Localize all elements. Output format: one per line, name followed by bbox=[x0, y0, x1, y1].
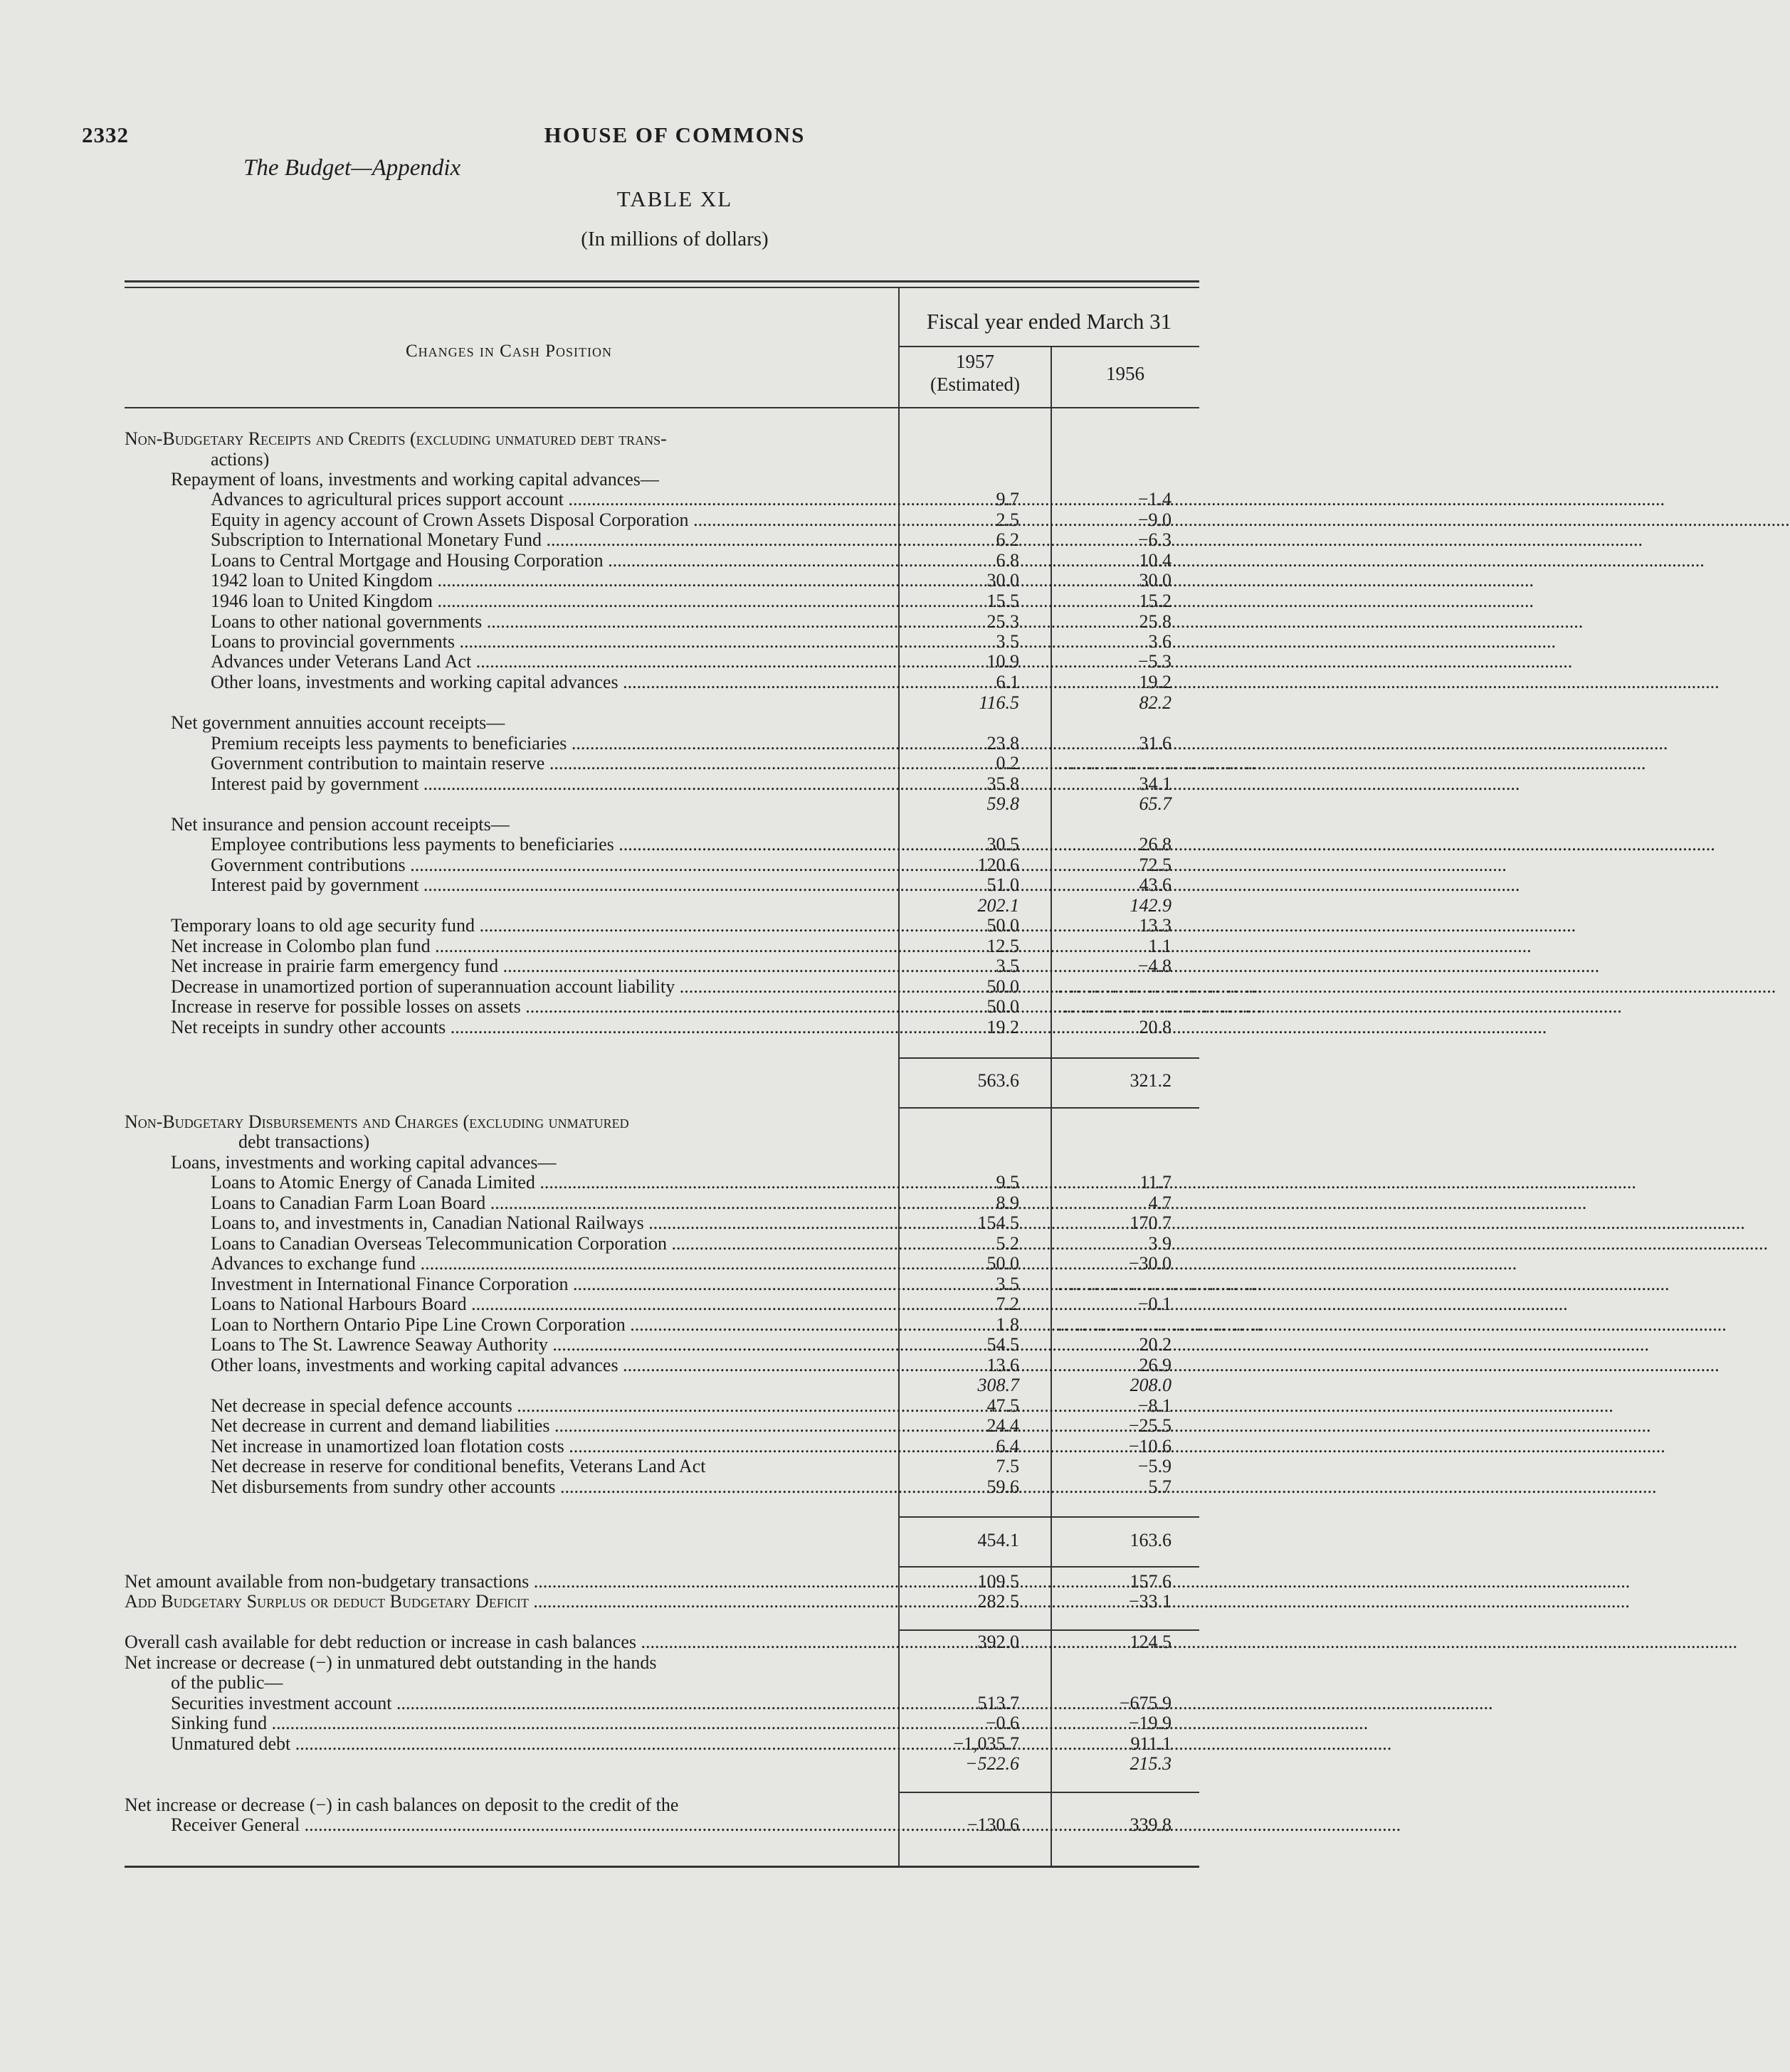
value-1956: −19.9 bbox=[1128, 1713, 1172, 1733]
value-1957: 23.8 bbox=[986, 733, 1019, 754]
value-1957: 109.5 bbox=[977, 1571, 1019, 1592]
table-row bbox=[0, 1152, 1349, 1173]
value-1956: −5.3 bbox=[1137, 651, 1172, 672]
table-row bbox=[0, 1314, 1349, 1335]
value-1957: 5.2 bbox=[996, 1233, 1019, 1254]
top-rule-1 bbox=[125, 280, 1199, 282]
value-1957: 8.9 bbox=[996, 1193, 1019, 1213]
table-row bbox=[0, 1571, 1349, 1592]
value-1956: −6.3 bbox=[1137, 529, 1172, 550]
value-1957: 454.1 bbox=[977, 1530, 1019, 1550]
value-1956: 11.7 bbox=[1139, 1172, 1172, 1193]
table-subtitle: (In millions of dollars) bbox=[581, 228, 769, 250]
value-1957: 19.2 bbox=[986, 1017, 1019, 1037]
row-label: Net decrease in current and demand liabilities ..... bbox=[211, 1415, 893, 1436]
value-1956: 215.3 bbox=[1130, 1753, 1172, 1774]
row-label: Net government annuities account receipts— bbox=[171, 712, 505, 733]
value-1957: 30.5 bbox=[986, 834, 1019, 855]
value-1957: 6.1 bbox=[996, 672, 1019, 692]
table-row bbox=[0, 591, 1349, 611]
table-row bbox=[0, 1375, 1349, 1395]
table-row bbox=[0, 1131, 1349, 1152]
net-amount-rule bbox=[899, 1629, 1199, 1631]
value-1956: 20.2 bbox=[1139, 1334, 1172, 1355]
value-1956: 124.5 bbox=[1130, 1632, 1172, 1652]
table-row bbox=[0, 631, 1349, 652]
table-row bbox=[0, 1395, 1349, 1416]
value-1956: −9.0 bbox=[1137, 509, 1172, 530]
value-1956: 82.2 bbox=[1139, 692, 1172, 713]
row-label: Interest paid by government ..... bbox=[211, 773, 893, 794]
value-1957: 6.2 bbox=[996, 529, 1019, 550]
table-row bbox=[0, 1436, 1349, 1457]
table-row bbox=[0, 550, 1349, 571]
table-row bbox=[0, 428, 1349, 449]
row-label: Receiver General ..... bbox=[171, 1814, 893, 1835]
value-1957: 3.5 bbox=[996, 956, 1019, 976]
table-row bbox=[0, 793, 1349, 814]
value-1957: 3.5 bbox=[996, 1274, 1019, 1294]
value-1957: 13.6 bbox=[986, 1355, 1019, 1375]
row-label: Other loans, investments and working capital advances ..... bbox=[211, 672, 893, 692]
table-row bbox=[0, 469, 1349, 490]
row-label: Add Budgetary Surplus or deduct Budgetary Deficit ..... bbox=[125, 1591, 893, 1612]
value-1957: 9.7 bbox=[996, 489, 1019, 509]
value-1956: −675.9 bbox=[1119, 1693, 1172, 1713]
value-1957: 282.5 bbox=[977, 1591, 1019, 1612]
table-row bbox=[0, 1794, 1349, 1815]
row-label: 1946 loan to United Kingdom ..... bbox=[211, 591, 893, 611]
table-row bbox=[0, 1212, 1349, 1233]
table-row bbox=[0, 1476, 1349, 1497]
value-1957: 59.6 bbox=[986, 1476, 1019, 1497]
value-1956: −5.9 bbox=[1137, 1456, 1172, 1476]
value-1957: 1.8 bbox=[996, 1314, 1019, 1335]
table-row bbox=[0, 1456, 1349, 1476]
table-row bbox=[0, 449, 1349, 470]
value-1957: 6.4 bbox=[996, 1436, 1019, 1457]
table-row bbox=[0, 1530, 1349, 1550]
row-label: Loans to National Harbours Board ..... bbox=[211, 1294, 893, 1314]
row-label: Loans to Central Mortgage and Housing Corporation ..... bbox=[211, 550, 893, 571]
table-row bbox=[0, 529, 1349, 550]
table-row bbox=[0, 1233, 1349, 1254]
column-header-1957-note: (Estimated) bbox=[930, 374, 1020, 395]
row-label: Net increase in Colombo plan fund ..... bbox=[171, 936, 893, 956]
value-1957: 54.5 bbox=[986, 1334, 1019, 1355]
value-1956: 157.6 bbox=[1130, 1571, 1172, 1592]
overall-cash-rule bbox=[899, 1792, 1199, 1793]
row-label: Interest paid by government ..... bbox=[211, 874, 893, 895]
table-row bbox=[0, 1070, 1349, 1091]
value-1957: 24.4 bbox=[986, 1415, 1019, 1436]
row-label: Repayment of loans, investments and working capital advances— bbox=[171, 469, 659, 490]
row-label: Overall cash available for debt reduction or increase in cash balances ..... bbox=[125, 1632, 893, 1652]
row-label: Loan to Northern Ontario Pipe Line Crown Corporation ..... bbox=[211, 1314, 893, 1335]
value-1956: 31.6 bbox=[1139, 733, 1172, 754]
table-row bbox=[0, 996, 1349, 1017]
value-1956: 4.7 bbox=[1148, 1193, 1172, 1213]
value-1956-nil: .................................. bbox=[1058, 996, 1263, 1017]
table-row bbox=[0, 1693, 1349, 1713]
value-1956: 10.4 bbox=[1139, 550, 1172, 571]
table-row bbox=[0, 1294, 1349, 1314]
table-row bbox=[0, 936, 1349, 956]
value-1956: 20.8 bbox=[1139, 1017, 1172, 1037]
value-1956: 208.0 bbox=[1130, 1375, 1172, 1395]
row-label: Advances to agricultural prices support account ..... bbox=[211, 489, 893, 509]
value-1956: 339.8 bbox=[1130, 1814, 1172, 1835]
table-row bbox=[0, 733, 1349, 754]
table-row bbox=[0, 1355, 1349, 1375]
value-1957: 6.8 bbox=[996, 550, 1019, 571]
row-label: Loans to Atomic Energy of Canada Limited ..... bbox=[211, 1172, 893, 1193]
table-row bbox=[0, 692, 1349, 713]
total-rule-receipts bbox=[899, 1107, 1199, 1109]
row-label: Loans to provincial governments ..... bbox=[211, 631, 893, 652]
value-1957: 10.9 bbox=[986, 651, 1019, 672]
table-row bbox=[0, 1111, 1349, 1132]
value-1957: −130.6 bbox=[967, 1814, 1019, 1835]
value-1957: 25.3 bbox=[986, 611, 1019, 632]
value-1957: 12.5 bbox=[986, 936, 1019, 956]
table-row bbox=[0, 1632, 1349, 1652]
table-row bbox=[0, 651, 1349, 672]
table-row bbox=[0, 1713, 1349, 1733]
row-label: 1942 loan to United Kingdom ..... bbox=[211, 570, 893, 591]
value-1956: −1.4 bbox=[1137, 489, 1172, 509]
value-1957: 9.5 bbox=[996, 1172, 1019, 1193]
value-1957: 513.7 bbox=[977, 1693, 1019, 1713]
row-label: Sinking fund ..... bbox=[171, 1713, 893, 1733]
value-1956: −4.8 bbox=[1137, 956, 1172, 976]
value-1956: 13.3 bbox=[1139, 915, 1172, 936]
row-label: of the public— bbox=[171, 1672, 283, 1693]
value-1957: −1,035.7 bbox=[953, 1733, 1019, 1754]
row-label: Net increase in unamortized loan flotation costs ..... bbox=[211, 1436, 893, 1457]
value-1957: 50.0 bbox=[986, 1253, 1019, 1274]
value-1956: 5.7 bbox=[1148, 1476, 1172, 1497]
table-row bbox=[0, 1652, 1349, 1673]
value-1957: 50.0 bbox=[986, 915, 1019, 936]
table-row bbox=[0, 1591, 1349, 1612]
running-title: The Budget—Appendix bbox=[243, 155, 461, 181]
row-label: Non-Budgetary Receipts and Credits (excluding unmatured debt trans- bbox=[125, 428, 667, 449]
column-header-1957-year: 1957 bbox=[956, 351, 994, 372]
table-row bbox=[0, 773, 1349, 794]
value-1957: 154.5 bbox=[977, 1212, 1019, 1233]
column-header-1957 bbox=[900, 350, 1051, 396]
table-row bbox=[0, 1274, 1349, 1294]
row-label: Government contribution to maintain reserve ..... bbox=[211, 753, 893, 773]
page-number: 2332 bbox=[82, 122, 129, 147]
row-label: Net decrease in reserve for conditional benefits, Veterans Land Act bbox=[211, 1456, 706, 1476]
table-row bbox=[0, 956, 1349, 976]
subtotal-rule-disbursements bbox=[899, 1516, 1199, 1518]
table-row bbox=[0, 1253, 1349, 1274]
value-1956: −30.0 bbox=[1128, 1253, 1172, 1274]
value-1956: −25.5 bbox=[1128, 1415, 1172, 1436]
row-label: Unmatured debt ..... bbox=[171, 1733, 893, 1754]
table-row bbox=[0, 915, 1349, 936]
row-label: Net amount available from non-budgetary transactions ..... bbox=[125, 1571, 893, 1592]
row-label: Loans to The St. Lawrence Seaway Authority ..... bbox=[211, 1334, 893, 1355]
row-label: Net increase or decrease (−) in unmatured debt outstanding in the hands bbox=[125, 1652, 657, 1673]
value-1956: 26.9 bbox=[1139, 1355, 1172, 1375]
value-1957: 7.5 bbox=[996, 1456, 1019, 1476]
value-1957: 392.0 bbox=[977, 1632, 1019, 1652]
value-1956: 911.1 bbox=[1130, 1733, 1172, 1754]
value-1956: 163.6 bbox=[1130, 1530, 1172, 1550]
value-1957: 51.0 bbox=[986, 874, 1019, 895]
column-header-1956: 1956 bbox=[1106, 363, 1144, 384]
value-1957: 47.5 bbox=[986, 1395, 1019, 1416]
row-label: Net increase or decrease (−) in cash balances on deposit to the credit of the bbox=[125, 1794, 679, 1815]
publication-header: HOUSE OF COMMONS bbox=[544, 122, 806, 147]
row-label: Other loans, investments and working capital advances ..... bbox=[211, 1355, 893, 1375]
row-label: Government contributions ..... bbox=[211, 855, 893, 875]
value-1956-nil: .................................. bbox=[1058, 976, 1263, 997]
total-rule-disbursements bbox=[899, 1566, 1199, 1568]
row-label: Advances to exchange fund ..... bbox=[211, 1253, 893, 1274]
row-label: Loans to Canadian Farm Loan Board ..... bbox=[211, 1193, 893, 1213]
row-label: Securities investment account ..... bbox=[171, 1693, 893, 1713]
row-label: Loans to other national governments ..... bbox=[211, 611, 893, 632]
value-1957: 59.8 bbox=[986, 793, 1019, 814]
value-1956: −8.1 bbox=[1137, 1395, 1172, 1416]
header-bottom-rule bbox=[125, 407, 1199, 408]
value-1956: 43.6 bbox=[1139, 874, 1172, 895]
value-1956: 30.0 bbox=[1139, 570, 1172, 591]
value-1956: 1.1 bbox=[1148, 936, 1172, 956]
row-label: Net increase in prairie farm emergency fund ..... bbox=[171, 956, 893, 976]
value-1956-nil: .................................. bbox=[1058, 753, 1263, 773]
row-label: Premium receipts less payments to beneficiaries ..... bbox=[211, 733, 893, 754]
row-label: Advances under Veterans Land Act ..... bbox=[211, 651, 893, 672]
value-1957: 50.0 bbox=[986, 996, 1019, 1017]
table-row bbox=[0, 611, 1349, 632]
value-1956: 142.9 bbox=[1130, 895, 1172, 916]
table-row bbox=[0, 1733, 1349, 1754]
row-label: Net disbursements from sundry other accounts ..... bbox=[211, 1476, 893, 1497]
table-row bbox=[0, 1672, 1349, 1693]
table-row bbox=[0, 976, 1349, 997]
value-1956: −33.1 bbox=[1128, 1591, 1172, 1612]
value-1957: 308.7 bbox=[977, 1375, 1019, 1395]
table-row bbox=[0, 1017, 1349, 1037]
value-1957: 116.5 bbox=[979, 692, 1019, 713]
row-label: Non-Budgetary Disbursements and Charges (excluding unmatured bbox=[125, 1111, 629, 1132]
row-label: Loans to, and investments in, Canadian National Railways ..... bbox=[211, 1212, 893, 1233]
table-row bbox=[0, 1172, 1349, 1193]
bottom-rule bbox=[125, 1866, 1199, 1868]
fiscal-year-header: Fiscal year ended March 31 bbox=[926, 309, 1172, 334]
table-row bbox=[0, 489, 1349, 509]
value-1956: 65.7 bbox=[1139, 793, 1172, 814]
value-1957: −522.6 bbox=[964, 1753, 1019, 1774]
value-1956: −0.1 bbox=[1137, 1294, 1172, 1314]
row-label: Loans, investments and working capital advances— bbox=[171, 1152, 557, 1173]
value-1956: 25.8 bbox=[1139, 611, 1172, 632]
value-1956-nil: .................................. bbox=[1058, 1274, 1263, 1294]
row-label: actions) bbox=[211, 449, 270, 470]
value-1956: 72.5 bbox=[1139, 855, 1172, 875]
value-1957: 7.2 bbox=[996, 1294, 1019, 1314]
row-label: Temporary loans to old age security fund ..... bbox=[171, 915, 893, 936]
table-row bbox=[0, 1415, 1349, 1436]
table-row bbox=[0, 1334, 1349, 1355]
subtotal-rule-receipts bbox=[899, 1057, 1199, 1059]
row-label: Subscription to International Monetary Fund ..... bbox=[211, 529, 893, 550]
table-row bbox=[0, 814, 1349, 835]
value-1957: 50.0 bbox=[986, 976, 1019, 997]
value-1957: 30.0 bbox=[986, 570, 1019, 591]
value-1956: 170.7 bbox=[1130, 1212, 1172, 1233]
table-row bbox=[0, 834, 1349, 855]
value-1956: 19.2 bbox=[1139, 672, 1172, 692]
table-row bbox=[0, 570, 1349, 591]
row-label: Equity in agency account of Crown Assets Disposal Corporation ..... bbox=[211, 509, 893, 530]
value-1956-nil: .................................. bbox=[1058, 1314, 1263, 1335]
table-row bbox=[0, 895, 1349, 916]
table-row bbox=[0, 509, 1349, 530]
changes-header: Changes in Cash Position bbox=[406, 342, 612, 361]
table-row bbox=[0, 874, 1349, 895]
table-row bbox=[0, 753, 1349, 773]
row-label: debt transactions) bbox=[238, 1131, 370, 1152]
value-1956: −10.6 bbox=[1128, 1436, 1172, 1457]
row-label: Employee contributions less payments to beneficiaries ..... bbox=[211, 834, 893, 855]
value-1957: 35.8 bbox=[986, 773, 1019, 794]
value-1956: 34.1 bbox=[1139, 773, 1172, 794]
row-label: Net receipts in sundry other accounts ..... bbox=[171, 1017, 893, 1037]
value-1957: 3.5 bbox=[996, 631, 1019, 652]
table-row bbox=[0, 672, 1349, 692]
row-label: Increase in reserve for possible losses on assets ..... bbox=[171, 996, 893, 1017]
row-label: Net insurance and pension account receipts— bbox=[171, 814, 510, 835]
value-1956: 26.8 bbox=[1139, 834, 1172, 855]
table-row bbox=[0, 1193, 1349, 1213]
table-row bbox=[0, 1753, 1349, 1774]
table-title: TABLE XL bbox=[616, 186, 733, 211]
row-label: Decrease in unamortized portion of superannuation account liability ..... bbox=[171, 976, 893, 997]
value-1957: −0.6 bbox=[985, 1713, 1019, 1733]
row-label: Net decrease in special defence accounts ..... bbox=[211, 1395, 893, 1416]
value-1956: 3.9 bbox=[1148, 1233, 1172, 1254]
value-1957: 0.2 bbox=[996, 753, 1019, 773]
value-1957: 120.6 bbox=[977, 855, 1019, 875]
value-1957: 15.5 bbox=[986, 591, 1019, 611]
top-rule-2 bbox=[125, 287, 1199, 288]
table-row bbox=[0, 855, 1349, 875]
row-label: Loans to Canadian Overseas Telecommunication Corporation ..... bbox=[211, 1233, 893, 1254]
table-row bbox=[0, 712, 1349, 733]
value-1957: 2.5 bbox=[996, 509, 1019, 530]
value-1956: 321.2 bbox=[1130, 1070, 1172, 1091]
value-1957: 563.6 bbox=[977, 1070, 1019, 1091]
value-1956: 15.2 bbox=[1139, 591, 1172, 611]
fiscal-year-rule bbox=[899, 346, 1199, 347]
value-1957: 202.1 bbox=[977, 895, 1019, 916]
table-row bbox=[0, 1814, 1349, 1835]
row-label: Investment in International Finance Corporation ..... bbox=[211, 1274, 893, 1294]
value-1956: 3.6 bbox=[1148, 631, 1172, 652]
